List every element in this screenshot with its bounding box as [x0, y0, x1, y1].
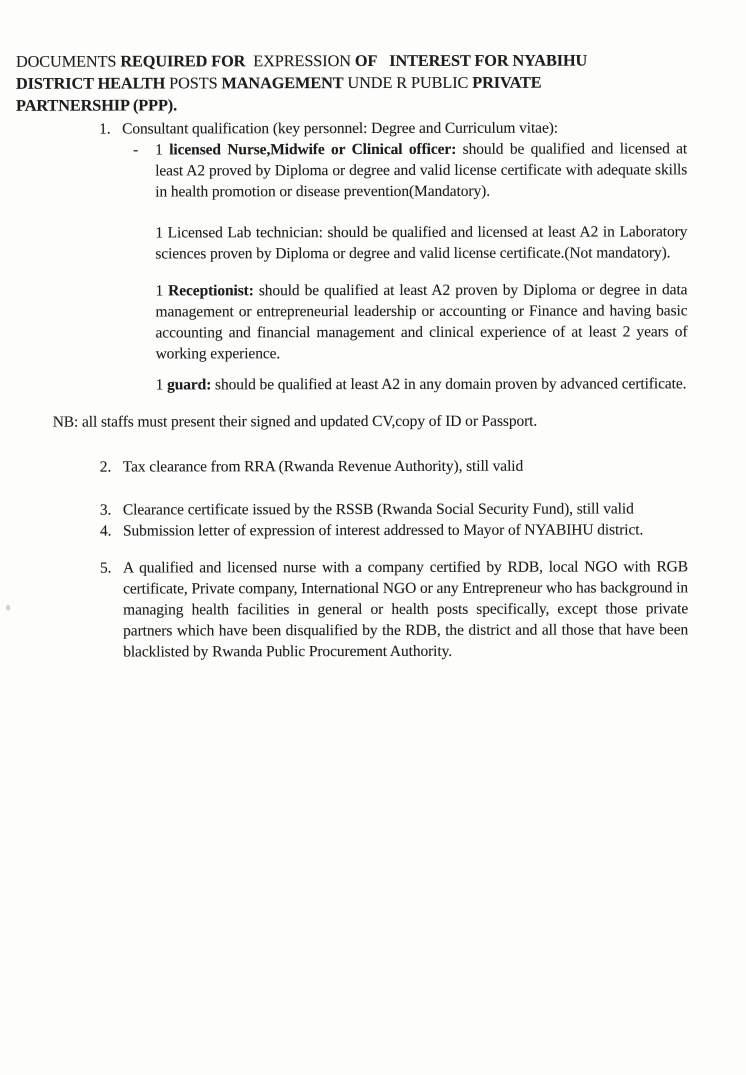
title-line-2: DISTRICT HEALTH POSTS MANAGEMENT UNDE R PUBLIC PRIVATE: [15, 72, 542, 93]
title-line-1: DOCUMENTS REQUIRED FOR EXPRESSION OF INTEREST FOR NYABIHU: [15, 50, 588, 71]
title-line-3: PARTNERSHIP (PPP).: [16, 95, 178, 115]
list-item-3: [100, 498, 688, 520]
bullet-nurse-midwife-text: 1 licensed Nurse,Midwife or Clinical officer: should be qualified and licensed at least A2 proved by Diploma or degree and valid license certificate with adequate skills in health promotion or disease prevention(Mandatory).: [155, 140, 688, 201]
bullet-nurse-midwife: [133, 138, 687, 202]
list-item-4-number: 4.: [99, 522, 112, 540]
nb-note: NB: all staffs must present their signed and updated CV,copy of ID or Passport.: [52, 412, 538, 431]
paragraph-receptionist: 1 Receptionist: should be qualified at least A2 proven by Diploma or degree in data management or entrepreneurial leadership or accounting or Finance and having basic accounting and financial management and clinical experience of at least 2 years of working experience.: [155, 281, 688, 363]
list-item-4: [100, 519, 688, 541]
list-item-1: [99, 117, 688, 395]
list-item-4-text: Submission letter of expression of interest addressed to Mayor of NYABIHU district.: [122, 521, 644, 540]
list-item-1-intro: Consultant qualification (key personnel: Degree and Curriculum vitae):: [122, 119, 559, 138]
paragraph-lab-technician: 1 Licensed Lab technician: should be qualified and licensed at least A2 in Laboratory sciences proven by Diploma or degree and valid license certificate.(Not mandatory).: [155, 223, 688, 263]
scan-artifact-speck: [6, 605, 10, 611]
list-item-5-number: 5.: [99, 559, 112, 577]
page-title: [16, 49, 705, 116]
list-item-2-text: Tax clearance from RRA (Rwanda Revenue Authority), still valid: [122, 457, 524, 476]
list-item-3-number: 3.: [99, 501, 112, 519]
list-item-2: [100, 455, 688, 477]
list-item-1-number: 1.: [99, 120, 111, 138]
list-item-5: [100, 556, 688, 662]
paragraph-guard: 1 guard: should be qualified at least A2 in any domain proven by advanced certificate.: [155, 375, 687, 394]
list-item-5-text: A qualified and licensed nurse with a company certified by RDB, local NGO with RGB certificate, Private company, International NGO or any Entrepreneur who has background in managing health facilities in general or health posts specifically, except those private partners which have been disqualified by the RDB, the district and all those that have been blacklisted by Rwanda Public Procurement Authority.: [122, 558, 689, 661]
list-item-1-body: [122, 117, 688, 395]
list-item-2-number: 2.: [99, 458, 112, 476]
scanned-document-page: [0, 49, 746, 1075]
bullet-dash: -: [133, 141, 139, 159]
list-item-3-text: Clearance certificate issued by the RSSB (Rwanda Social Security Fund), still valid: [122, 500, 634, 519]
